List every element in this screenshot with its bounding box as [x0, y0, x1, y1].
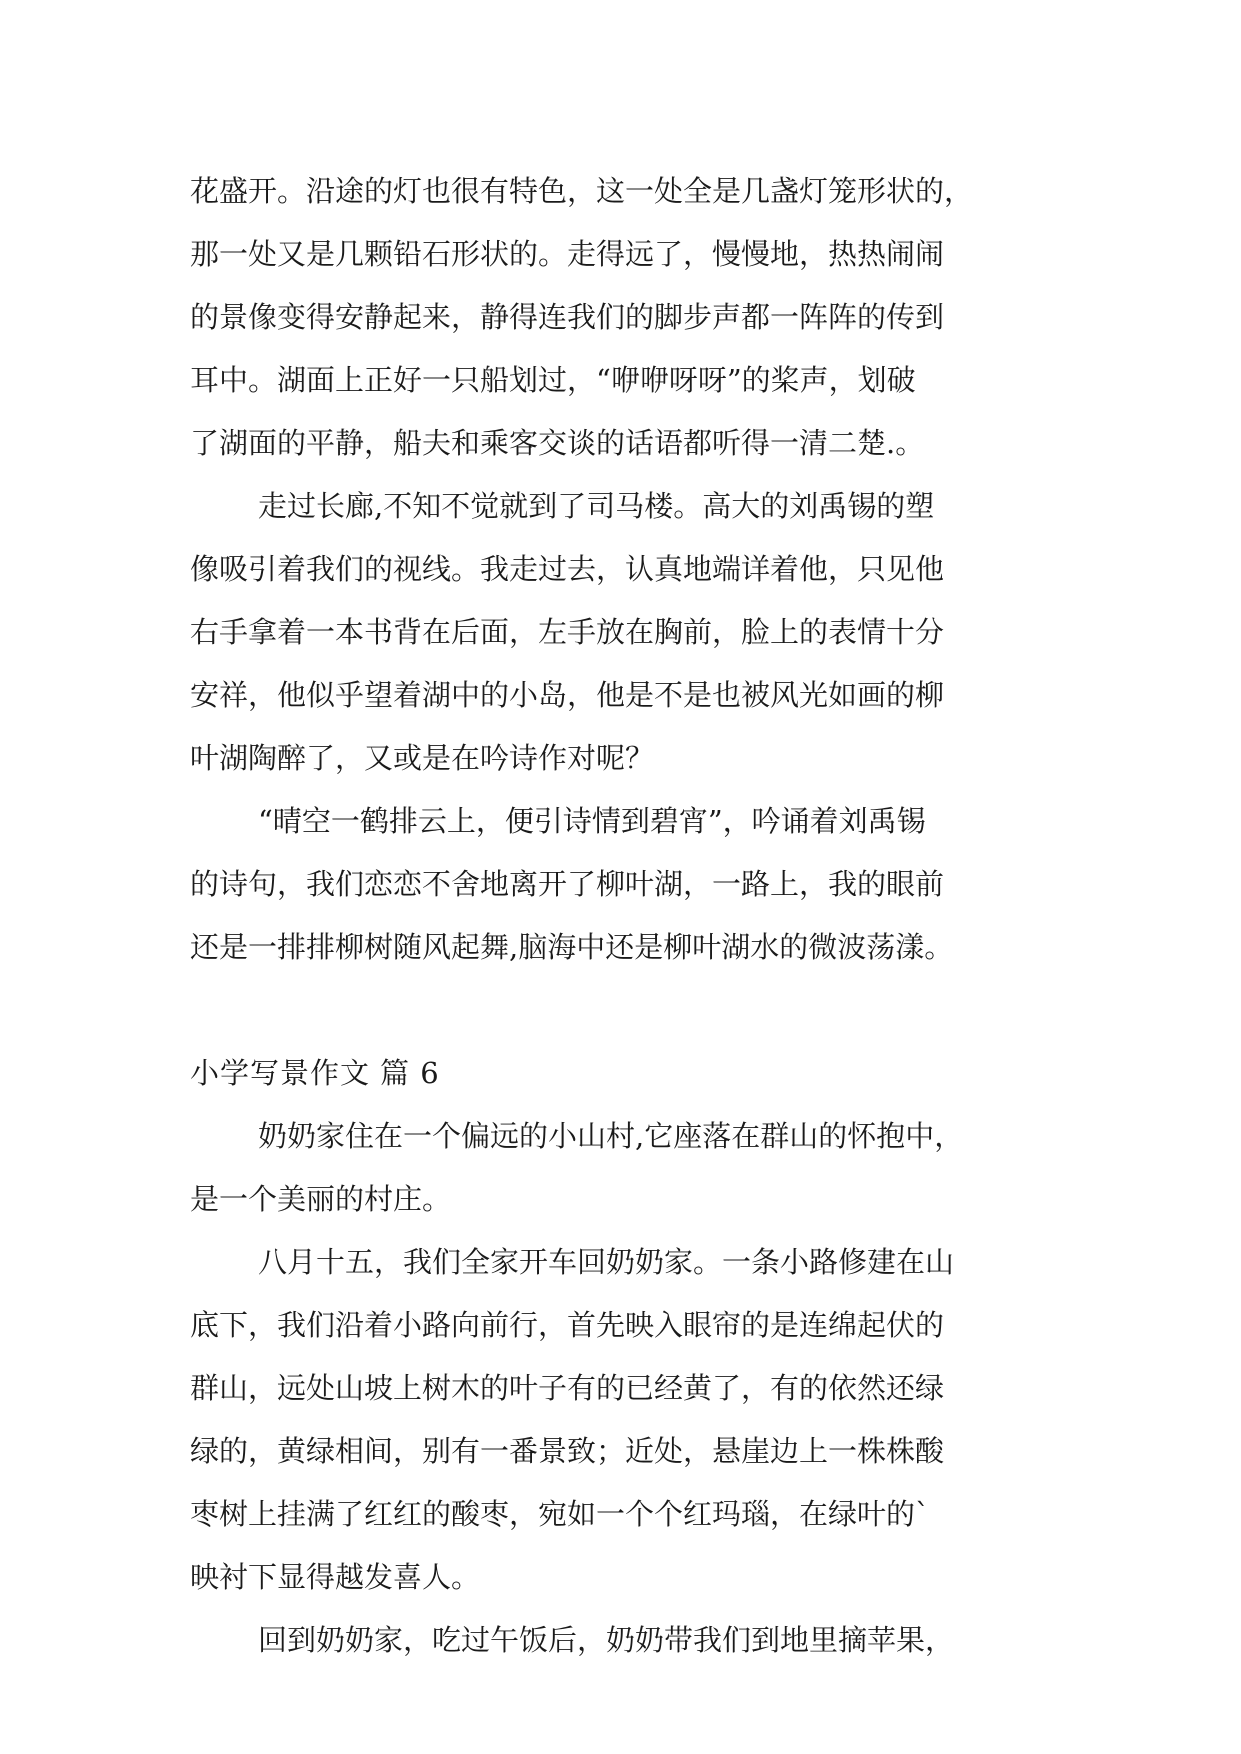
paragraph-3 — [190, 790, 1060, 979]
text-line: 底下，我们沿着小路向前行，首先映入眼帘的是连绵起伏的 — [190, 1308, 945, 1342]
document-body — [190, 160, 1060, 1672]
text-line: 绿的，黄绿相间，别有一番景致；近处，悬崖边上一株株酸 — [190, 1434, 945, 1468]
text-line: 的诗句，我们恋恋不舍地离开了柳叶湖，一路上，我的眼前 — [190, 867, 945, 901]
text-line: 映衬下显得越发喜人。 — [190, 1560, 481, 1594]
text-line: 回到奶奶家，吃过午饭后，奶奶带我们到地里摘苹果， — [258, 1623, 955, 1657]
text-line: 的景像变得安静起来，静得连我们的脚步声都一阵阵的传到 — [190, 300, 945, 334]
text-line: 还是一排排柳树随风起舞,脑海中还是柳叶湖水的微波荡漾。 — [190, 930, 954, 964]
text-line: 群山，远处山坡上树木的叶子有的已经黄了，有的依然还绿 — [190, 1371, 945, 1405]
text-line: 耳中。湖面上正好一只船划过，“咿咿呀呀”的桨声，划破 — [190, 363, 916, 397]
text-line: 是一个美丽的村庄。 — [190, 1182, 452, 1216]
text-line: “晴空一鹤排云上，便引诗情到碧宵”，吟诵着刘禹锡 — [258, 804, 926, 838]
section-heading — [190, 1042, 1060, 1105]
text-line: 右手拿着一本书背在后面，左手放在胸前，脸上的表情十分 — [190, 615, 945, 649]
paragraph-5 — [190, 1231, 1060, 1609]
paragraph-gap — [190, 979, 1060, 1042]
text-line: 叶湖陶醉了，又或是在吟诗作对呢？ — [190, 741, 655, 775]
paragraph-6 — [190, 1609, 1060, 1672]
text-line: 那一处又是几颗铅石形状的。走得远了，慢慢地，热热闹闹 — [190, 237, 945, 271]
text-line: 像吸引着我们的视线。我走过去，认真地端详着他，只见他 — [190, 552, 945, 586]
text-line: 了湖面的平静，船夫和乘客交谈的话语都听得一清二楚.。 — [190, 426, 925, 460]
text-line: 枣树上挂满了红红的酸枣，宛如一个个红玛瑙，在绿叶的` — [190, 1497, 930, 1531]
paragraph-1 — [190, 160, 1060, 475]
text-line: 花盛开。沿途的灯也很有特色，这一处全是几盏灯笼形状的， — [190, 174, 974, 208]
text-line: 奶奶家住在一个偏远的小山村,它座落在群山的怀抱中， — [258, 1119, 964, 1153]
section-heading-title: 小学写景作文 — [190, 1056, 371, 1090]
text-line: 走过长廊,不知不觉就到了司马楼。高大的刘禹锡的塑 — [258, 489, 935, 523]
paragraph-2 — [190, 475, 1060, 790]
paragraph-4 — [190, 1105, 1060, 1231]
section-heading-number: 篇 6 — [380, 1056, 440, 1090]
text-line: 安祥，他似乎望着湖中的小岛，他是不是也被风光如画的柳 — [190, 678, 945, 712]
text-line: 八月十五，我们全家开车回奶奶家。一条小路修建在山 — [258, 1245, 955, 1279]
